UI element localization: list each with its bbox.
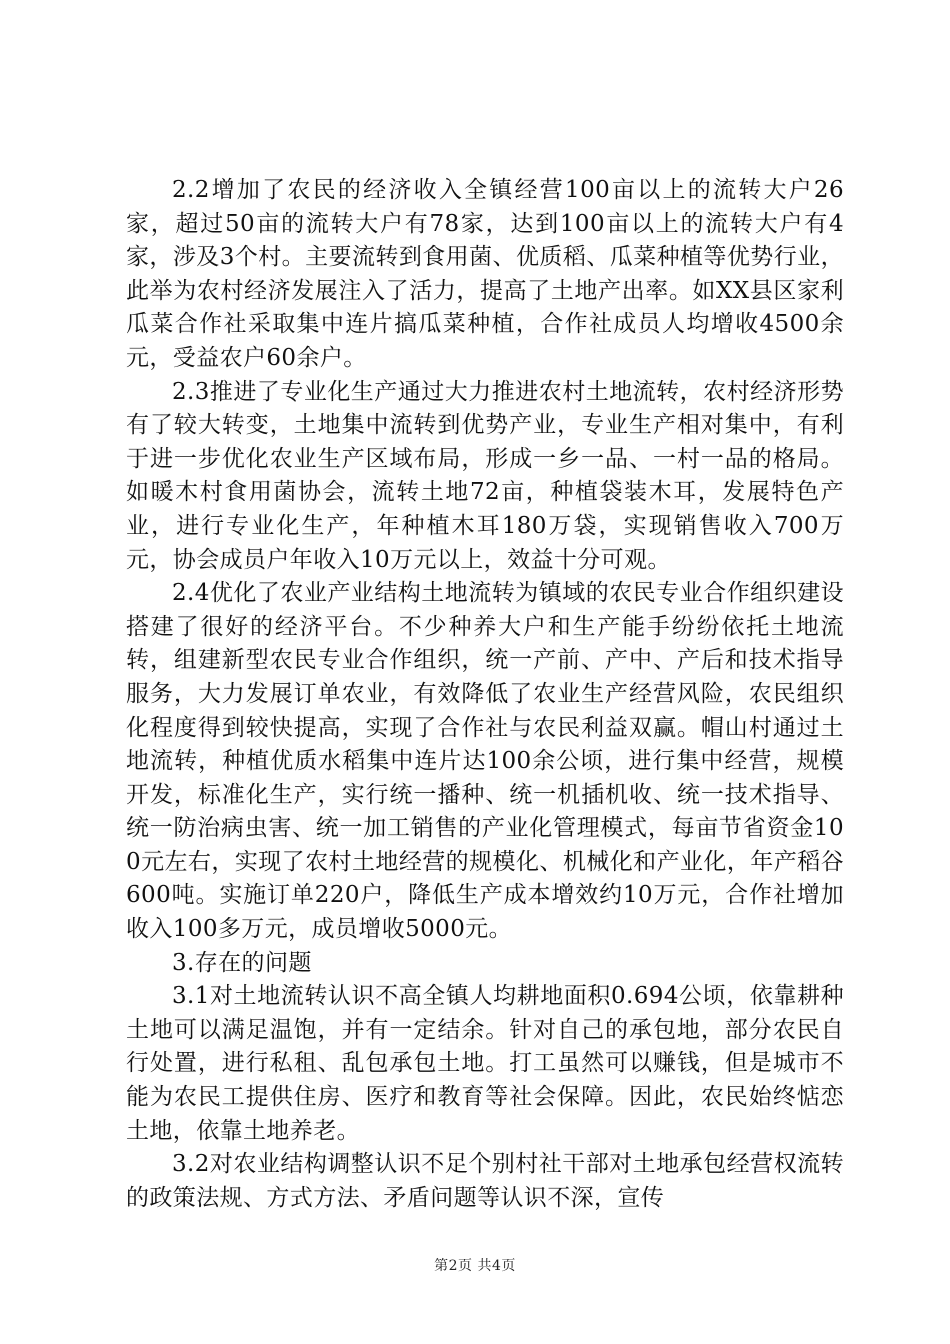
page-number-footer: 第2页 共4页 [434, 1258, 516, 1274]
document-body [126, 174, 844, 1215]
paragraph-3-1: 3.1对土地流转认识不高全镇人均耕地面积0.694公顷，依靠耕种土地可以满足温饱，并有一定结余。针对自己的承包地，部分农民自行处置，进行私租、乱包承包土地。打工虽然可以赚钱，但是城市不能为农民工提供住房、医疗和教育等社会保障。因此，农民始终惦恋土地，依靠土地养老。 [126, 983, 844, 1144]
paragraph-2-2: 2.2增加了农民的经济收入全镇经营100亩以上的流转大户26家，超过50亩的流转大户有78家，达到100亩以上的流转大户有4家，涉及3个村。主要流转到食用菌、优质稻、瓜菜种植等优势行业，此举为农村经济发展注入了活力，提高了土地产出率。如XX县区家利瓜菜合作社采取集中连片搞瓜菜种植，合作社成员人均增收4500余元，受益农户60余户。 [126, 177, 844, 371]
section-heading-3: 3.存在的问题 [172, 949, 312, 976]
paragraph-2-3: 2.3推进了专业化生产通过大力推进农村土地流转，农村经济形势有了较大转变，土地集中流转到优势产业，专业生产相对集中，有利于进一步优化农业生产区域布局，形成一乡一品、一村一品的格局。如暖木村食用菌协会，流转土地72亩，种植袋装木耳，发展特色产业，进行专业化生产，年种植木耳180万袋，实现销售收入700万元，协会成员户年收入10万元以上，效益十分可观。 [126, 378, 844, 573]
paragraph-3-2: 3.2对农业结构调整认识不足个别村社干部对土地承包经营权流转的政策法规、方式方法、矛盾问题等认识不深，宣传 [126, 1151, 844, 1211]
paragraph-2-4: 2.4优化了农业产业结构土地流转为镇域的农民专业合作组织建设搭建了很好的经济平台。不少种养大户和生产能手纷纷依托土地流转，组建新型农民专业合作组织，统一产前、产中、产后和技术指导服务，大力发展订单农业，有效降低了农业生产经营风险，农民组织化程度得到较快提高，实现了合作社与农民利益双赢。帽山村通过土地流转，种植优质水稻集中连片达100余公顷，进行集中经营，规模开发，标准化生产，实行统一播种、统一机插机收、统一技术指导、统一防治病虫害、统一加工销售的产业化管理模式，每亩节省资金100元左右，实现了农村土地经营的规模化、机械化和产业化，年产稻谷600吨。实施订单220户，降低生产成本增效约10万元，合作社增加收入100多万元，成员增收5000元。 [126, 580, 844, 943]
